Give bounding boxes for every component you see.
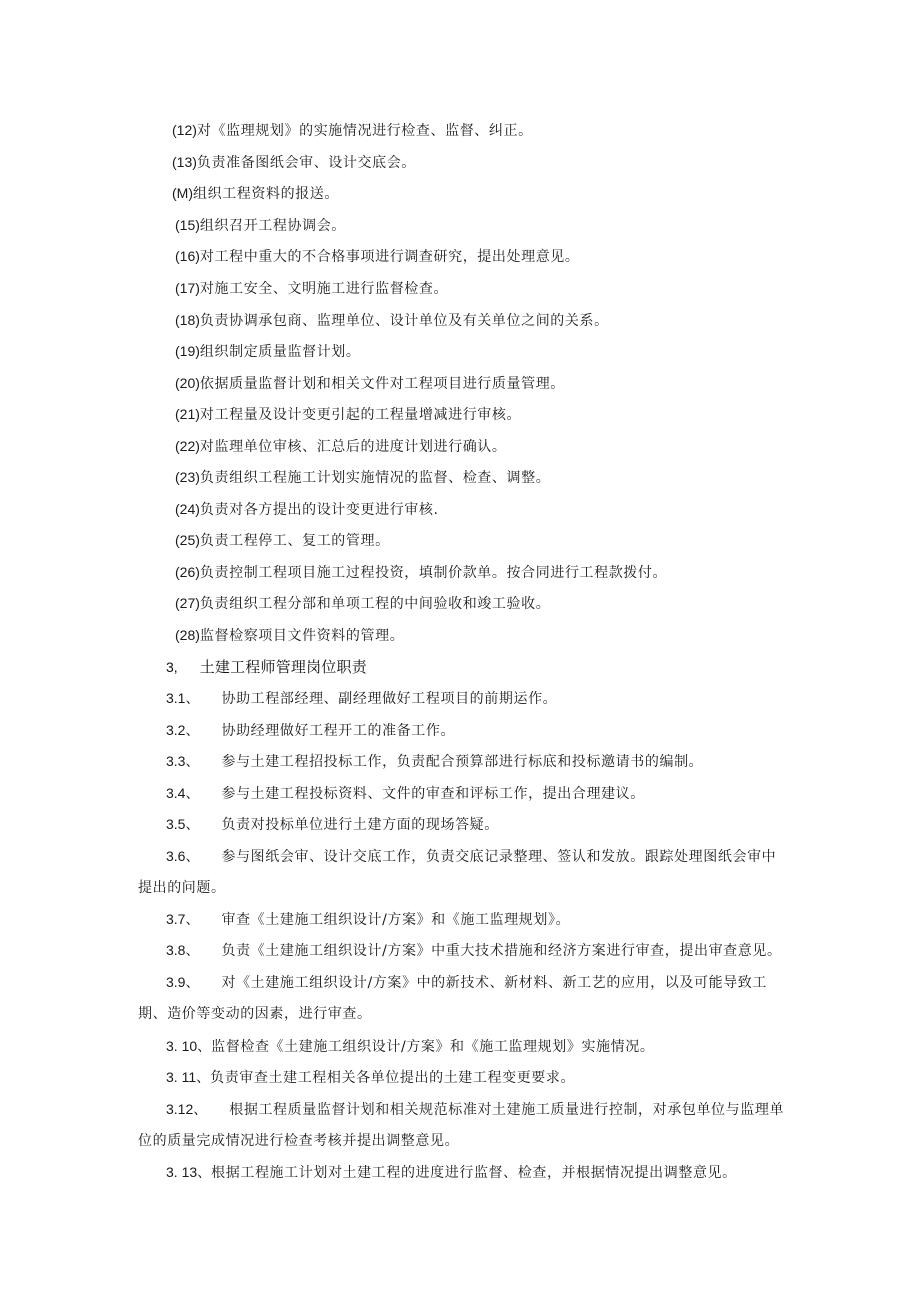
list-item: (M)组织工程资料的报送。 (172, 185, 339, 202)
list-item: (13)负责准备图纸会审、设计交底会。 (172, 154, 416, 171)
duty-item: 3.4、 参与土建工程投标资料、文件的审查和评标工作，提出合理建议。 (166, 785, 645, 802)
duty-item: 3. 13、根据工程施工计划对土建工程的进度进行监督、检查，并根据情况提出调整意见。 (166, 1164, 737, 1181)
duty-item: 3.9、 对《土建施工组织设计/方案》中的新技术、新材料、新工艺的应用，以及可能导致工期、造价等变动的因素，进行审查。 (138, 974, 767, 1022)
duty-item: 3.8、 负责《土建施工组织设计/方案》中重大技术措施和经济方案进行审查，提出审查意见。 (166, 942, 782, 959)
duty-item: 3.7、 审查《土建施工组织设计/方案》和《施工监理规划》。 (166, 911, 571, 928)
list-item: (12)对《监理规划》的实施情况进行检查、监督、纠正。 (172, 122, 533, 139)
list-item: (24)负责对各方提出的设计变更进行审核. (175, 501, 439, 518)
list-item: (23)负责组织工程施工计划实施情况的监督、检查、调整。 (175, 469, 551, 486)
list-item: (27)负责组织工程分部和单项工程的中间验收和竣工验收。 (175, 595, 551, 612)
list-item: (22)对监理单位审核、汇总后的进度计划进行确认。 (175, 438, 507, 455)
duty-item: 3.12、 根据工程质量监督计划和相关规范标准对土建施工质量进行控制，对承包单位与监理单位的质量完成情况进行检查考核并提出调整意见。 (138, 1101, 785, 1149)
list-item: (21)对工程量及设计变更引起的工程量增减进行审核。 (175, 406, 522, 423)
duty-item: 3.2、 协助经理做好工程开工的准备工作。 (166, 722, 456, 739)
duty-item: 3.1、 协助工程部经理、副经理做好工程项目的前期运作。 (166, 690, 558, 707)
list-item: (19)组织制定质量监督计划。 (175, 343, 361, 360)
duty-item: 3. 11、负责审查土建工程相关各单位提出的土建工程变更要求。 (166, 1069, 576, 1086)
list-item: (15)组织召开工程协调会。 (175, 217, 346, 234)
section-heading: 3, 土建工程师管理岗位职责 (166, 658, 367, 676)
list-item: (25)负责工程停工、复工的管理。 (175, 532, 390, 549)
list-item: (26)负责控制工程项目施工过程投资，填制价款单。按合同进行工程款拨付。 (175, 564, 668, 581)
list-item: (16)对工程中重大的不合格事项进行调查研究，提出处理意见。 (175, 248, 580, 265)
duty-item: 3.5、 负责对投标单位进行土建方面的现场答疑。 (166, 816, 499, 833)
list-item: (28)监督检察项目文件资料的管理。 (175, 627, 405, 644)
duty-item: 3.6、 参与图纸会审、设计交底工作，负责交底记录整理、签认和发放。跟踪处理图纸会审中提出的问题。 (138, 848, 777, 896)
list-item: (20)依据质量监督计划和相关文件对工程项目进行质量管理。 (175, 375, 565, 392)
duty-item: 3. 10、监督检查《土建施工组织设计/方案》和《施工监理规划》实施情况。 (166, 1038, 655, 1055)
list-item: (17)对施工安全、文明施工进行监督检查。 (175, 280, 449, 297)
duty-item: 3.3、 参与土建工程招投标工作，负责配合预算部进行标底和投标邀请书的编制。 (166, 753, 704, 770)
list-item: (18)负责协调承包商、监理单位、设计单位及有关单位之间的关系。 (175, 312, 609, 329)
